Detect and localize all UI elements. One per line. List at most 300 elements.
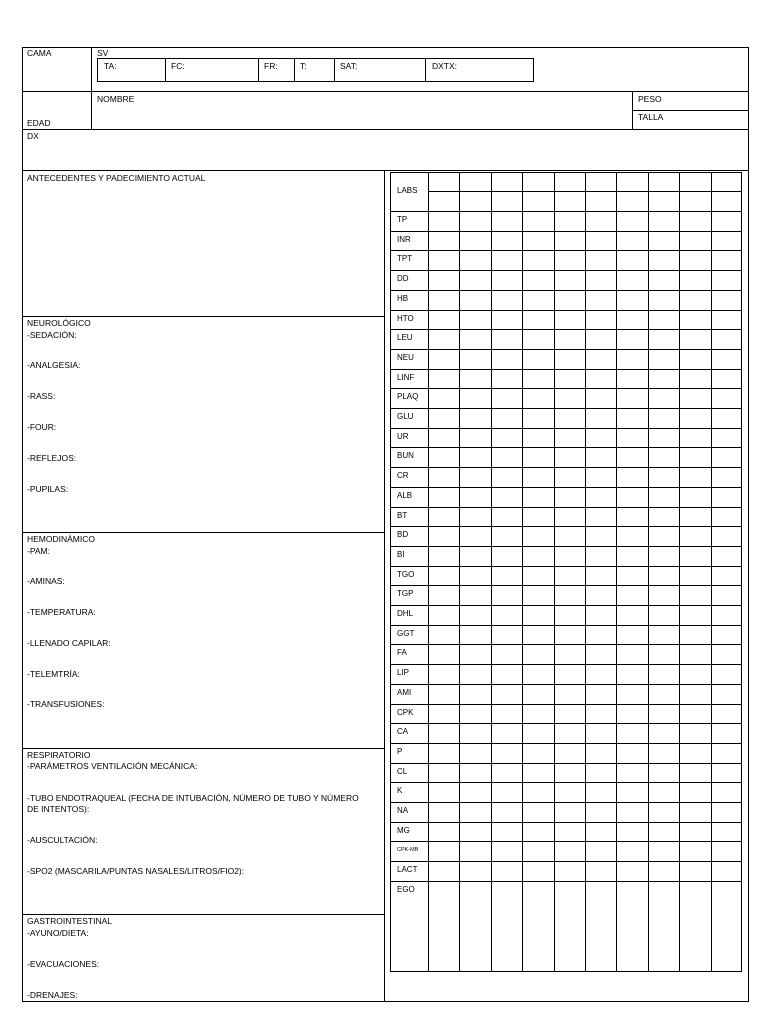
lab-value-cell[interactable] bbox=[586, 764, 616, 783]
lab-value-cell[interactable] bbox=[586, 547, 616, 566]
lab-value-cell[interactable] bbox=[429, 370, 459, 389]
lab-value-cell[interactable] bbox=[492, 488, 522, 507]
lab-value-cell[interactable] bbox=[617, 862, 647, 881]
lab-value-cell[interactable] bbox=[586, 724, 616, 743]
lab-value-cell[interactable] bbox=[523, 665, 553, 684]
lab-value-cell[interactable] bbox=[523, 705, 553, 724]
lab-value-cell[interactable] bbox=[492, 547, 522, 566]
lab-value-cell[interactable] bbox=[617, 488, 647, 507]
lab-value-cell[interactable] bbox=[460, 527, 490, 546]
lab-value-cell[interactable] bbox=[617, 350, 647, 369]
lab-value-cell[interactable] bbox=[460, 370, 490, 389]
lab-value-cell[interactable] bbox=[712, 606, 742, 625]
lab-value-cell[interactable] bbox=[617, 311, 647, 330]
lab-value-cell[interactable] bbox=[649, 508, 679, 527]
lab-value-cell[interactable] bbox=[586, 862, 616, 881]
lab-value-cell[interactable] bbox=[555, 429, 585, 448]
lab-value-cell[interactable] bbox=[460, 508, 490, 527]
lab-value-cell[interactable] bbox=[712, 744, 742, 763]
lab-value-cell[interactable] bbox=[712, 842, 742, 861]
lab-value-cell[interactable] bbox=[523, 389, 553, 408]
lab-value-cell[interactable] bbox=[649, 311, 679, 330]
lab-value-cell[interactable] bbox=[712, 882, 742, 972]
lab-value-cell[interactable] bbox=[712, 803, 742, 822]
lab-value-cell[interactable] bbox=[460, 764, 490, 783]
lab-value-cell[interactable] bbox=[429, 350, 459, 369]
lab-value-cell[interactable] bbox=[586, 508, 616, 527]
lab-value-cell[interactable] bbox=[649, 783, 679, 802]
lab-value-cell[interactable] bbox=[680, 586, 710, 605]
lab-value-cell[interactable] bbox=[680, 685, 710, 704]
lab-value-cell[interactable] bbox=[523, 744, 553, 763]
lab-value-cell[interactable] bbox=[617, 173, 647, 211]
lab-value-cell[interactable] bbox=[492, 232, 522, 251]
lab-value-cell[interactable] bbox=[523, 232, 553, 251]
lab-value-cell[interactable] bbox=[523, 291, 553, 310]
lab-value-cell[interactable] bbox=[649, 370, 679, 389]
lab-value-cell[interactable] bbox=[649, 389, 679, 408]
lab-value-cell[interactable] bbox=[555, 803, 585, 822]
lab-value-cell[interactable] bbox=[586, 370, 616, 389]
lab-value-cell[interactable] bbox=[617, 429, 647, 448]
lab-value-cell[interactable] bbox=[460, 330, 490, 349]
lab-value-cell[interactable] bbox=[586, 291, 616, 310]
lab-value-cell[interactable] bbox=[680, 862, 710, 881]
sat-field[interactable]: SAT: bbox=[340, 61, 358, 71]
lab-value-cell[interactable] bbox=[649, 705, 679, 724]
lab-value-cell[interactable] bbox=[555, 330, 585, 349]
lab-value-cell[interactable] bbox=[429, 508, 459, 527]
lab-value-cell[interactable] bbox=[586, 429, 616, 448]
lab-value-cell[interactable] bbox=[523, 803, 553, 822]
lab-value-cell[interactable] bbox=[429, 429, 459, 448]
lab-value-cell[interactable] bbox=[712, 567, 742, 586]
lab-value-cell[interactable] bbox=[492, 527, 522, 546]
lab-value-cell[interactable] bbox=[617, 468, 647, 487]
lab-value-cell[interactable] bbox=[712, 527, 742, 546]
lab-value-cell[interactable] bbox=[429, 271, 459, 290]
lab-value-cell[interactable] bbox=[680, 389, 710, 408]
lab-value-cell[interactable] bbox=[460, 783, 490, 802]
lab-value-cell[interactable] bbox=[586, 527, 616, 546]
lab-value-cell[interactable] bbox=[460, 626, 490, 645]
lab-value-cell[interactable] bbox=[555, 764, 585, 783]
lab-value-cell[interactable] bbox=[617, 645, 647, 664]
lab-value-cell[interactable] bbox=[555, 744, 585, 763]
lab-value-cell[interactable] bbox=[617, 685, 647, 704]
lab-value-cell[interactable] bbox=[617, 764, 647, 783]
lab-value-cell[interactable] bbox=[460, 823, 490, 842]
lab-value-cell[interactable] bbox=[492, 665, 522, 684]
lab-value-cell[interactable] bbox=[555, 527, 585, 546]
lab-value-cell[interactable] bbox=[460, 232, 490, 251]
lab-value-cell[interactable] bbox=[429, 882, 459, 972]
lab-value-cell[interactable] bbox=[712, 823, 742, 842]
lab-value-cell[interactable] bbox=[429, 389, 459, 408]
lab-value-cell[interactable] bbox=[680, 448, 710, 467]
lab-value-cell[interactable] bbox=[712, 291, 742, 310]
lab-value-cell[interactable] bbox=[680, 508, 710, 527]
lab-value-cell[interactable] bbox=[617, 705, 647, 724]
lab-value-cell[interactable] bbox=[649, 842, 679, 861]
lab-value-cell[interactable] bbox=[460, 173, 490, 211]
lab-value-cell[interactable] bbox=[429, 311, 459, 330]
lab-value-cell[interactable] bbox=[586, 173, 616, 211]
lab-value-cell[interactable] bbox=[555, 645, 585, 664]
lab-value-cell[interactable] bbox=[492, 508, 522, 527]
lab-value-cell[interactable] bbox=[649, 764, 679, 783]
lab-value-cell[interactable] bbox=[680, 842, 710, 861]
lab-value-cell[interactable] bbox=[555, 823, 585, 842]
lab-value-cell[interactable] bbox=[680, 488, 710, 507]
lab-value-cell[interactable] bbox=[680, 665, 710, 684]
lab-value-cell[interactable] bbox=[586, 311, 616, 330]
lab-value-cell[interactable] bbox=[649, 724, 679, 743]
lab-value-cell[interactable] bbox=[429, 567, 459, 586]
lab-value-cell[interactable] bbox=[555, 783, 585, 802]
lab-value-cell[interactable] bbox=[617, 803, 647, 822]
lab-value-cell[interactable] bbox=[523, 645, 553, 664]
lab-value-cell[interactable] bbox=[712, 586, 742, 605]
lab-value-cell[interactable] bbox=[617, 527, 647, 546]
lab-value-cell[interactable] bbox=[460, 645, 490, 664]
lab-value-cell[interactable] bbox=[523, 567, 553, 586]
lab-value-cell[interactable] bbox=[492, 645, 522, 664]
lab-value-cell[interactable] bbox=[680, 330, 710, 349]
lab-value-cell[interactable] bbox=[649, 685, 679, 704]
lab-value-cell[interactable] bbox=[555, 311, 585, 330]
lab-value-cell[interactable] bbox=[649, 488, 679, 507]
lab-value-cell[interactable] bbox=[680, 291, 710, 310]
lab-value-cell[interactable] bbox=[649, 232, 679, 251]
lab-value-cell[interactable] bbox=[460, 389, 490, 408]
lab-value-cell[interactable] bbox=[555, 665, 585, 684]
lab-value-cell[interactable] bbox=[680, 645, 710, 664]
lab-value-cell[interactable] bbox=[460, 606, 490, 625]
lab-value-cell[interactable] bbox=[617, 783, 647, 802]
lab-value-cell[interactable] bbox=[523, 212, 553, 231]
lab-value-cell[interactable] bbox=[712, 251, 742, 270]
lab-value-cell[interactable] bbox=[712, 429, 742, 448]
lab-value-cell[interactable] bbox=[429, 665, 459, 684]
lab-value-cell[interactable] bbox=[492, 685, 522, 704]
lab-value-cell[interactable] bbox=[586, 665, 616, 684]
lab-value-cell[interactable] bbox=[555, 547, 585, 566]
lab-value-cell[interactable] bbox=[712, 508, 742, 527]
lab-value-cell[interactable] bbox=[429, 409, 459, 428]
lab-value-cell[interactable] bbox=[429, 232, 459, 251]
lab-value-cell[interactable] bbox=[460, 705, 490, 724]
lab-value-cell[interactable] bbox=[680, 803, 710, 822]
lab-value-cell[interactable] bbox=[460, 803, 490, 822]
lab-value-cell[interactable] bbox=[460, 271, 490, 290]
lab-value-cell[interactable] bbox=[492, 823, 522, 842]
lab-value-cell[interactable] bbox=[492, 724, 522, 743]
lab-value-cell[interactable] bbox=[555, 724, 585, 743]
lab-value-cell[interactable] bbox=[712, 311, 742, 330]
lab-value-cell[interactable] bbox=[492, 705, 522, 724]
lab-value-cell[interactable] bbox=[523, 685, 553, 704]
lab-value-cell[interactable] bbox=[680, 626, 710, 645]
lab-value-cell[interactable] bbox=[649, 291, 679, 310]
lab-value-cell[interactable] bbox=[680, 606, 710, 625]
lab-value-cell[interactable] bbox=[555, 232, 585, 251]
lab-value-cell[interactable] bbox=[617, 744, 647, 763]
lab-value-cell[interactable] bbox=[555, 882, 585, 972]
lab-value-cell[interactable] bbox=[712, 783, 742, 802]
lab-value-cell[interactable] bbox=[523, 586, 553, 605]
lab-value-cell[interactable] bbox=[586, 842, 616, 861]
lab-value-cell[interactable] bbox=[429, 291, 459, 310]
lab-value-cell[interactable] bbox=[429, 330, 459, 349]
lab-value-cell[interactable] bbox=[586, 448, 616, 467]
lab-value-cell[interactable] bbox=[680, 212, 710, 231]
lab-value-cell[interactable] bbox=[680, 547, 710, 566]
lab-value-cell[interactable] bbox=[649, 448, 679, 467]
lab-value-cell[interactable] bbox=[712, 232, 742, 251]
lab-value-cell[interactable] bbox=[492, 389, 522, 408]
lab-value-cell[interactable] bbox=[429, 783, 459, 802]
lab-value-cell[interactable] bbox=[680, 744, 710, 763]
lab-value-cell[interactable] bbox=[555, 468, 585, 487]
lab-value-cell[interactable] bbox=[523, 764, 553, 783]
lab-value-cell[interactable] bbox=[429, 724, 459, 743]
lab-value-cell[interactable] bbox=[649, 212, 679, 231]
lab-value-cell[interactable] bbox=[492, 803, 522, 822]
lab-value-cell[interactable] bbox=[523, 488, 553, 507]
lab-value-cell[interactable] bbox=[712, 350, 742, 369]
lab-value-cell[interactable] bbox=[523, 173, 553, 211]
ta-field[interactable]: TA: bbox=[104, 61, 117, 71]
lab-value-cell[interactable] bbox=[523, 606, 553, 625]
lab-value-cell[interactable] bbox=[555, 705, 585, 724]
lab-value-cell[interactable] bbox=[460, 882, 490, 972]
lab-value-cell[interactable] bbox=[617, 567, 647, 586]
lab-value-cell[interactable] bbox=[712, 685, 742, 704]
lab-value-cell[interactable] bbox=[586, 468, 616, 487]
lab-value-cell[interactable] bbox=[429, 468, 459, 487]
lab-value-cell[interactable] bbox=[617, 448, 647, 467]
lab-value-cell[interactable] bbox=[680, 409, 710, 428]
lab-value-cell[interactable] bbox=[555, 271, 585, 290]
lab-value-cell[interactable] bbox=[523, 882, 553, 972]
lab-value-cell[interactable] bbox=[492, 251, 522, 270]
lab-value-cell[interactable] bbox=[460, 350, 490, 369]
lab-value-cell[interactable] bbox=[617, 882, 647, 972]
lab-value-cell[interactable] bbox=[523, 311, 553, 330]
lab-value-cell[interactable] bbox=[617, 370, 647, 389]
lab-value-cell[interactable] bbox=[712, 330, 742, 349]
lab-value-cell[interactable] bbox=[680, 823, 710, 842]
lab-value-cell[interactable] bbox=[586, 882, 616, 972]
lab-value-cell[interactable] bbox=[555, 862, 585, 881]
lab-value-cell[interactable] bbox=[712, 705, 742, 724]
lab-value-cell[interactable] bbox=[680, 567, 710, 586]
lab-value-cell[interactable] bbox=[523, 724, 553, 743]
lab-value-cell[interactable] bbox=[460, 409, 490, 428]
lab-value-cell[interactable] bbox=[492, 409, 522, 428]
lab-value-cell[interactable] bbox=[649, 862, 679, 881]
lab-value-cell[interactable] bbox=[680, 311, 710, 330]
lab-value-cell[interactable] bbox=[617, 842, 647, 861]
lab-value-cell[interactable] bbox=[460, 685, 490, 704]
lab-value-cell[interactable] bbox=[523, 409, 553, 428]
lab-value-cell[interactable] bbox=[555, 409, 585, 428]
lab-value-cell[interactable] bbox=[555, 291, 585, 310]
lab-value-cell[interactable] bbox=[429, 803, 459, 822]
lab-value-cell[interactable] bbox=[712, 468, 742, 487]
lab-value-cell[interactable] bbox=[429, 862, 459, 881]
lab-value-cell[interactable] bbox=[523, 547, 553, 566]
lab-value-cell[interactable] bbox=[586, 271, 616, 290]
lab-value-cell[interactable] bbox=[586, 626, 616, 645]
lab-value-cell[interactable] bbox=[680, 783, 710, 802]
lab-value-cell[interactable] bbox=[712, 626, 742, 645]
lab-value-cell[interactable] bbox=[523, 783, 553, 802]
lab-value-cell[interactable] bbox=[523, 842, 553, 861]
lab-value-cell[interactable] bbox=[617, 665, 647, 684]
lab-value-cell[interactable] bbox=[460, 724, 490, 743]
lab-value-cell[interactable] bbox=[429, 173, 459, 211]
lab-value-cell[interactable] bbox=[523, 468, 553, 487]
lab-value-cell[interactable] bbox=[712, 764, 742, 783]
lab-value-cell[interactable] bbox=[586, 803, 616, 822]
lab-value-cell[interactable] bbox=[429, 251, 459, 270]
lab-value-cell[interactable] bbox=[712, 409, 742, 428]
lab-value-cell[interactable] bbox=[680, 350, 710, 369]
lab-value-cell[interactable] bbox=[649, 803, 679, 822]
lab-value-cell[interactable] bbox=[429, 823, 459, 842]
lab-value-cell[interactable] bbox=[649, 665, 679, 684]
lab-value-cell[interactable] bbox=[460, 862, 490, 881]
lab-value-cell[interactable] bbox=[429, 645, 459, 664]
lab-value-cell[interactable] bbox=[555, 350, 585, 369]
lab-value-cell[interactable] bbox=[555, 567, 585, 586]
lab-value-cell[interactable] bbox=[460, 291, 490, 310]
lab-value-cell[interactable] bbox=[586, 685, 616, 704]
lab-value-cell[interactable] bbox=[492, 567, 522, 586]
lab-value-cell[interactable] bbox=[460, 251, 490, 270]
lab-value-cell[interactable] bbox=[492, 330, 522, 349]
lab-value-cell[interactable] bbox=[555, 488, 585, 507]
lab-value-cell[interactable] bbox=[649, 429, 679, 448]
lab-value-cell[interactable] bbox=[460, 212, 490, 231]
lab-value-cell[interactable] bbox=[429, 842, 459, 861]
lab-value-cell[interactable] bbox=[523, 251, 553, 270]
lab-value-cell[interactable] bbox=[680, 882, 710, 972]
lab-value-cell[interactable] bbox=[555, 370, 585, 389]
lab-value-cell[interactable] bbox=[586, 330, 616, 349]
lab-value-cell[interactable] bbox=[492, 842, 522, 861]
lab-value-cell[interactable] bbox=[680, 705, 710, 724]
fr-field[interactable]: FR: bbox=[264, 61, 278, 71]
lab-value-cell[interactable] bbox=[680, 173, 710, 211]
lab-value-cell[interactable] bbox=[586, 823, 616, 842]
lab-value-cell[interactable] bbox=[680, 370, 710, 389]
lab-value-cell[interactable] bbox=[617, 547, 647, 566]
lab-value-cell[interactable] bbox=[460, 468, 490, 487]
lab-value-cell[interactable] bbox=[680, 468, 710, 487]
lab-value-cell[interactable] bbox=[712, 488, 742, 507]
t-field[interactable]: T: bbox=[300, 61, 307, 71]
lab-value-cell[interactable] bbox=[460, 567, 490, 586]
lab-value-cell[interactable] bbox=[712, 665, 742, 684]
lab-value-cell[interactable] bbox=[429, 626, 459, 645]
lab-value-cell[interactable] bbox=[617, 508, 647, 527]
lab-value-cell[interactable] bbox=[617, 330, 647, 349]
lab-value-cell[interactable] bbox=[492, 764, 522, 783]
lab-value-cell[interactable] bbox=[617, 271, 647, 290]
lab-value-cell[interactable] bbox=[586, 705, 616, 724]
lab-value-cell[interactable] bbox=[523, 330, 553, 349]
lab-value-cell[interactable] bbox=[617, 823, 647, 842]
lab-value-cell[interactable] bbox=[617, 212, 647, 231]
lab-value-cell[interactable] bbox=[429, 744, 459, 763]
lab-value-cell[interactable] bbox=[492, 626, 522, 645]
lab-value-cell[interactable] bbox=[649, 409, 679, 428]
lab-value-cell[interactable] bbox=[492, 862, 522, 881]
lab-value-cell[interactable] bbox=[649, 645, 679, 664]
lab-value-cell[interactable] bbox=[586, 389, 616, 408]
lab-value-cell[interactable] bbox=[492, 311, 522, 330]
lab-value-cell[interactable] bbox=[649, 626, 679, 645]
lab-value-cell[interactable] bbox=[492, 468, 522, 487]
lab-value-cell[interactable] bbox=[429, 547, 459, 566]
lab-value-cell[interactable] bbox=[460, 665, 490, 684]
lab-value-cell[interactable] bbox=[617, 724, 647, 743]
lab-value-cell[interactable] bbox=[429, 448, 459, 467]
dxtx-field[interactable]: DXTX: bbox=[432, 61, 458, 71]
lab-value-cell[interactable] bbox=[586, 586, 616, 605]
lab-value-cell[interactable] bbox=[460, 448, 490, 467]
lab-value-cell[interactable] bbox=[555, 212, 585, 231]
lab-value-cell[interactable] bbox=[492, 271, 522, 290]
lab-value-cell[interactable] bbox=[649, 468, 679, 487]
fc-field[interactable]: FC: bbox=[171, 61, 185, 71]
lab-value-cell[interactable] bbox=[586, 488, 616, 507]
lab-value-cell[interactable] bbox=[617, 389, 647, 408]
lab-value-cell[interactable] bbox=[555, 685, 585, 704]
lab-value-cell[interactable] bbox=[649, 823, 679, 842]
lab-value-cell[interactable] bbox=[649, 527, 679, 546]
lab-value-cell[interactable] bbox=[680, 271, 710, 290]
lab-value-cell[interactable] bbox=[523, 823, 553, 842]
lab-value-cell[interactable] bbox=[586, 744, 616, 763]
lab-value-cell[interactable] bbox=[649, 586, 679, 605]
lab-value-cell[interactable] bbox=[586, 783, 616, 802]
lab-value-cell[interactable] bbox=[617, 626, 647, 645]
lab-value-cell[interactable] bbox=[649, 330, 679, 349]
lab-value-cell[interactable] bbox=[523, 448, 553, 467]
lab-value-cell[interactable] bbox=[429, 586, 459, 605]
lab-value-cell[interactable] bbox=[555, 173, 585, 211]
lab-value-cell[interactable] bbox=[617, 586, 647, 605]
lab-value-cell[interactable] bbox=[649, 271, 679, 290]
lab-value-cell[interactable] bbox=[429, 212, 459, 231]
lab-value-cell[interactable] bbox=[712, 862, 742, 881]
lab-value-cell[interactable] bbox=[586, 232, 616, 251]
lab-value-cell[interactable] bbox=[429, 606, 459, 625]
lab-value-cell[interactable] bbox=[460, 842, 490, 861]
lab-value-cell[interactable] bbox=[680, 764, 710, 783]
lab-value-cell[interactable] bbox=[712, 370, 742, 389]
lab-value-cell[interactable] bbox=[649, 350, 679, 369]
lab-value-cell[interactable] bbox=[617, 251, 647, 270]
lab-value-cell[interactable] bbox=[523, 350, 553, 369]
lab-value-cell[interactable] bbox=[492, 350, 522, 369]
lab-value-cell[interactable] bbox=[649, 173, 679, 211]
lab-value-cell[interactable] bbox=[555, 606, 585, 625]
